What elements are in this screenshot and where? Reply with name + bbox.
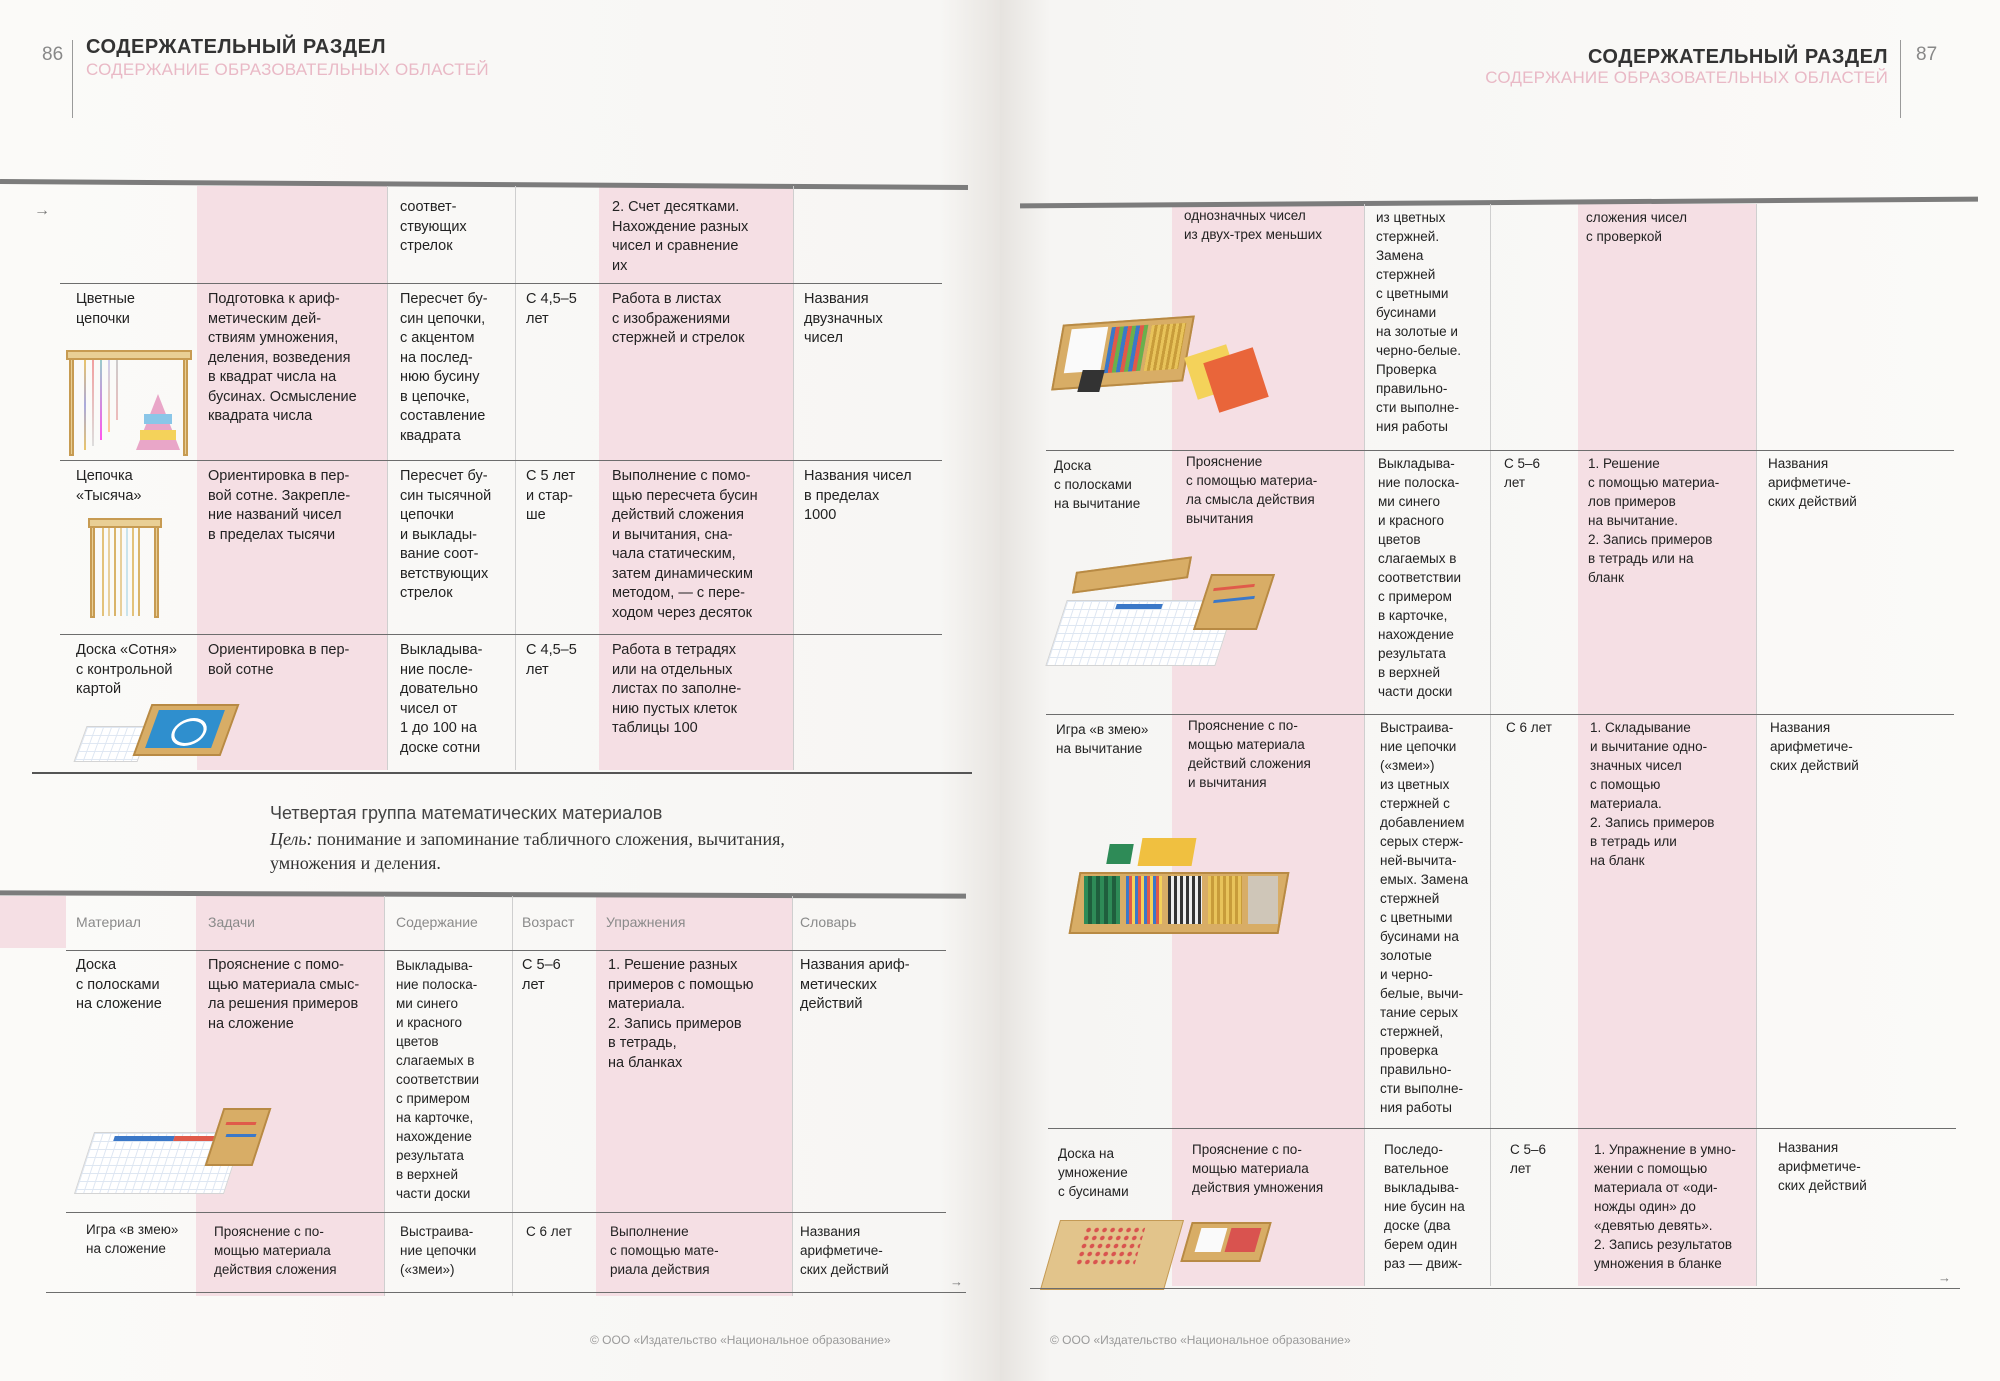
snake-game-image <box>1064 838 1294 938</box>
cell-vocabulary: Названия чисел в пределах 1000 <box>804 468 912 523</box>
cell-vocabulary: Названия арифметиче- ских действий <box>1768 456 1857 509</box>
cell-tasks: однозначных чисел из двух-трех меньших <box>1184 208 1323 242</box>
column-header-exercises: Упражнения <box>606 914 686 930</box>
cell-tasks: Прояснение с по- мощью материала действия сложения <box>214 1224 337 1277</box>
cell-exercises: 1. Решение с помощью материа- лов примеров на вычитание. 2. Запись примеров в тетрадь или на бланк <box>1588 456 1720 585</box>
continue-arrow: → <box>1938 1270 1951 1285</box>
row-divider <box>60 460 942 461</box>
cell-age: С 4,5–5 лет <box>526 642 577 678</box>
page-number: 86 <box>42 44 64 65</box>
cell-material: Доска «Сотня» с контрольной картой <box>76 642 177 697</box>
table-top-rule <box>0 179 968 190</box>
cell-content: из цветных стержней. Замена стержней с цветными бусинами на золотые и черно-белые. Проверка правильно- сти выполне- ния работы <box>1376 210 1461 434</box>
cell-age: С 5 лет и стар- ше <box>526 468 576 523</box>
cell-exercises: Работа в тетрадях или на отдельных листах по заполне- нию пустых клеток таблицы 100 <box>612 642 742 736</box>
cell-tasks: Ориентировка в пер- вой сотне. Закрепле- ние названий чисел в пределах тысячи <box>208 468 351 543</box>
goal-text-2: умножения и деления. <box>270 853 441 873</box>
cell-vocabulary: Названия арифметиче- ских действий <box>1770 720 1859 773</box>
cell-content: Выстраива- ние цепочки («змеи») из цветных стержней с добавлением серых стерж- ней-вычита- емых. Замена стержней с цветными бусинами на золотые и черно- белые, вычи- тание серых стержней, проверка правильно- сти выполне- ния работы <box>1380 720 1469 1115</box>
multiplication-bead-board-image <box>1050 1210 1270 1292</box>
section-goal <box>270 827 785 875</box>
header-subtitle: СОДЕРЖАНИЕ ОБРАЗОВАТЕЛЬНЫХ ОБЛАСТЕЙ <box>1485 68 1888 87</box>
column-header-age: Возраст <box>522 914 575 930</box>
cell-exercises: Выполнение с помо- щью пересчета бусин действий сложения и вычитания, сна- чала статическим, затем динамическим методом, — с пере- ходом через десяток <box>612 468 758 621</box>
cell-content: Выкладыва- ние полоска- ми синего и красного цветов слагаемых в соответствии с примером в карточке, нахождение результата в верхней части доски <box>1378 456 1462 699</box>
goal-text: понимание и запоминание табличного сложения, вычитания, <box>312 829 785 849</box>
row-divider <box>1046 450 1954 451</box>
section-title: Четвертая группа математических материалов <box>270 803 663 823</box>
thousand-chain-image <box>88 518 164 620</box>
cell-exercises: 1. Упражнение в умно- жении с помощью материала от «оди- ножды один» до «девятью девять». 2. Запись результатов умножения в бланке <box>1594 1142 1736 1271</box>
cell-age: С 5–6 лет <box>522 957 561 993</box>
subtraction-strip-board-image <box>1056 560 1276 670</box>
cell-age: С 6 лет <box>1506 720 1552 735</box>
cell-exercises: 1. Складывание и вычитание одно- значных чисел с помощью материала. 2. Запись примеров в тетрадь или на бланк <box>1590 720 1715 868</box>
cell-content: соответ- ствующих стрелок <box>400 199 467 254</box>
column-divider <box>1364 204 1365 1286</box>
cell-exercises: Выполнение с помощью мате- риала действия <box>610 1224 719 1277</box>
header-subtitle: СОДЕРЖАНИЕ ОБРАЗОВАТЕЛЬНЫХ ОБЛАСТЕЙ <box>86 60 489 79</box>
cell-content: Выкладыва- ние полоска- ми синего и красного цветов слагаемых в соответствии с примером на карточке, нахождение результата в верхней части доски <box>396 958 480 1201</box>
row-divider <box>60 634 942 635</box>
column-header-tasks: Задачи <box>208 914 256 930</box>
cell-tasks: Ориентировка в пер- вой сотне <box>208 642 350 678</box>
copyright-footer: © ООО «Издательство «Национальное образование» <box>1050 1333 1351 1347</box>
cell-content: Последо- вательное выкладыва- ние бусин на доске (два берем один раз — движ- <box>1384 1142 1465 1271</box>
cell-material: Цепочка «Тысяча» <box>76 468 142 504</box>
addition-strip-board-image <box>84 1104 274 1200</box>
cell-material: Игра «в змею» на вычитание <box>1056 722 1149 756</box>
row-divider <box>66 1212 946 1213</box>
cell-content: Пересчет бу- син цепочки, с акцентом на послед- нюю бусину в цепочке, составление квадрата <box>400 291 488 444</box>
cell-content: Выстраива- ние цепочки («змеи») <box>400 1224 477 1277</box>
row-divider <box>1048 1128 1956 1129</box>
cell-age: С 5–6 лет <box>1510 1142 1547 1176</box>
column-divider <box>515 186 516 770</box>
header-divider <box>66 950 946 951</box>
cell-material: Цветные цепочки <box>76 291 135 327</box>
colored-chains-image <box>66 350 194 458</box>
cell-material: Доска на умножение с бусинами <box>1058 1146 1129 1199</box>
column-header-material: Материал <box>76 914 141 930</box>
column-divider <box>792 896 793 1296</box>
table-top-rule <box>0 890 966 898</box>
header-title: СОДЕРЖАТЕЛЬНЫЙ РАЗДЕЛ <box>1587 46 1888 68</box>
column-header-vocabulary: Словарь <box>800 914 857 930</box>
cell-age: С 4,5–5 лет <box>526 291 577 327</box>
header-title: СОДЕРЖАТЕЛЬНЫЙ РАЗДЕЛ <box>86 36 387 58</box>
cell-material: Доска с полосками на сложение <box>76 957 162 1012</box>
table-bottom-rule <box>32 772 972 774</box>
cell-exercises: сложения чисел с проверкой <box>1586 210 1687 244</box>
continue-arrow: → <box>950 1274 963 1289</box>
column-divider <box>387 186 388 770</box>
cell-tasks: Прояснение с помощью материа- ла смысла действия вычитания <box>1186 454 1318 526</box>
table-top-rule <box>1020 197 1978 209</box>
cell-tasks: Прояснение с по- мощью материала действия умножения <box>1192 1142 1324 1195</box>
continue-arrow: → <box>34 202 50 219</box>
goal-label: Цель: <box>270 829 313 849</box>
bead-boxes-image <box>1050 310 1280 416</box>
cell-vocabulary: Названия арифметиче- ских действий <box>800 1224 889 1277</box>
header-divider <box>1900 40 1901 118</box>
column-divider <box>384 896 385 1296</box>
cell-exercises: 1. Решение разных примеров с помощью материала. 2. Запись примеров в тетрадь, на бланках <box>608 957 754 1071</box>
header-divider <box>72 40 73 118</box>
cell-exercises: Работа в листах с изображениями стержней и стрелок <box>612 291 745 346</box>
row-divider <box>1046 714 1954 715</box>
cell-tasks: Прояснение с по- мощью материала действий сложения и вычитания <box>1188 718 1311 790</box>
cell-vocabulary: Названия арифметиче- ских действий <box>1778 1140 1867 1193</box>
cell-content: Выкладыва- ние после- довательно чисел от 1 до 100 на доске сотни <box>400 642 483 756</box>
column-header-content: Содержание <box>396 914 478 930</box>
table-end-rule <box>1030 1288 1960 1289</box>
cell-exercises: 2. Счет десятками. Нахождение разных чисел и сравнение их <box>612 199 749 274</box>
cell-age: С 5–6 лет <box>1504 456 1541 490</box>
column-divider <box>1756 204 1757 1286</box>
cell-vocabulary: Названия ариф- метических действий <box>800 957 910 1012</box>
header-pink-band <box>0 896 66 948</box>
hundred-board-image <box>80 700 240 764</box>
right-page <box>1000 0 2000 1381</box>
row-divider <box>60 283 942 284</box>
cell-material: Доска с полосками на вычитание <box>1054 458 1141 511</box>
column-divider <box>793 186 794 770</box>
table-end-rule <box>46 1292 966 1293</box>
cell-vocabulary: Названия двузначных чисел <box>804 291 883 346</box>
cell-age: С 6 лет <box>526 1224 572 1239</box>
cell-tasks: Подготовка к ариф- метическим дей- ствиям умножения, деления, возведения в квадрат числа на бусинах. Осмысление квадрата числа <box>208 291 357 424</box>
column-divider <box>1490 204 1491 1286</box>
column-divider <box>512 896 513 1296</box>
cell-material: Игра «в змею» на сложение <box>86 1222 179 1256</box>
page-number: 87 <box>1916 44 1938 65</box>
cell-content: Пересчет бу- син тысячной цепочки и выклады- вание соот- ветствующих стрелок <box>400 468 492 601</box>
copyright-footer: © ООО «Издательство «Национальное образование» <box>590 1333 891 1347</box>
cell-tasks: Прояснение с помо- щью материала смыс- ла решения примеров на сложение <box>208 957 360 1032</box>
